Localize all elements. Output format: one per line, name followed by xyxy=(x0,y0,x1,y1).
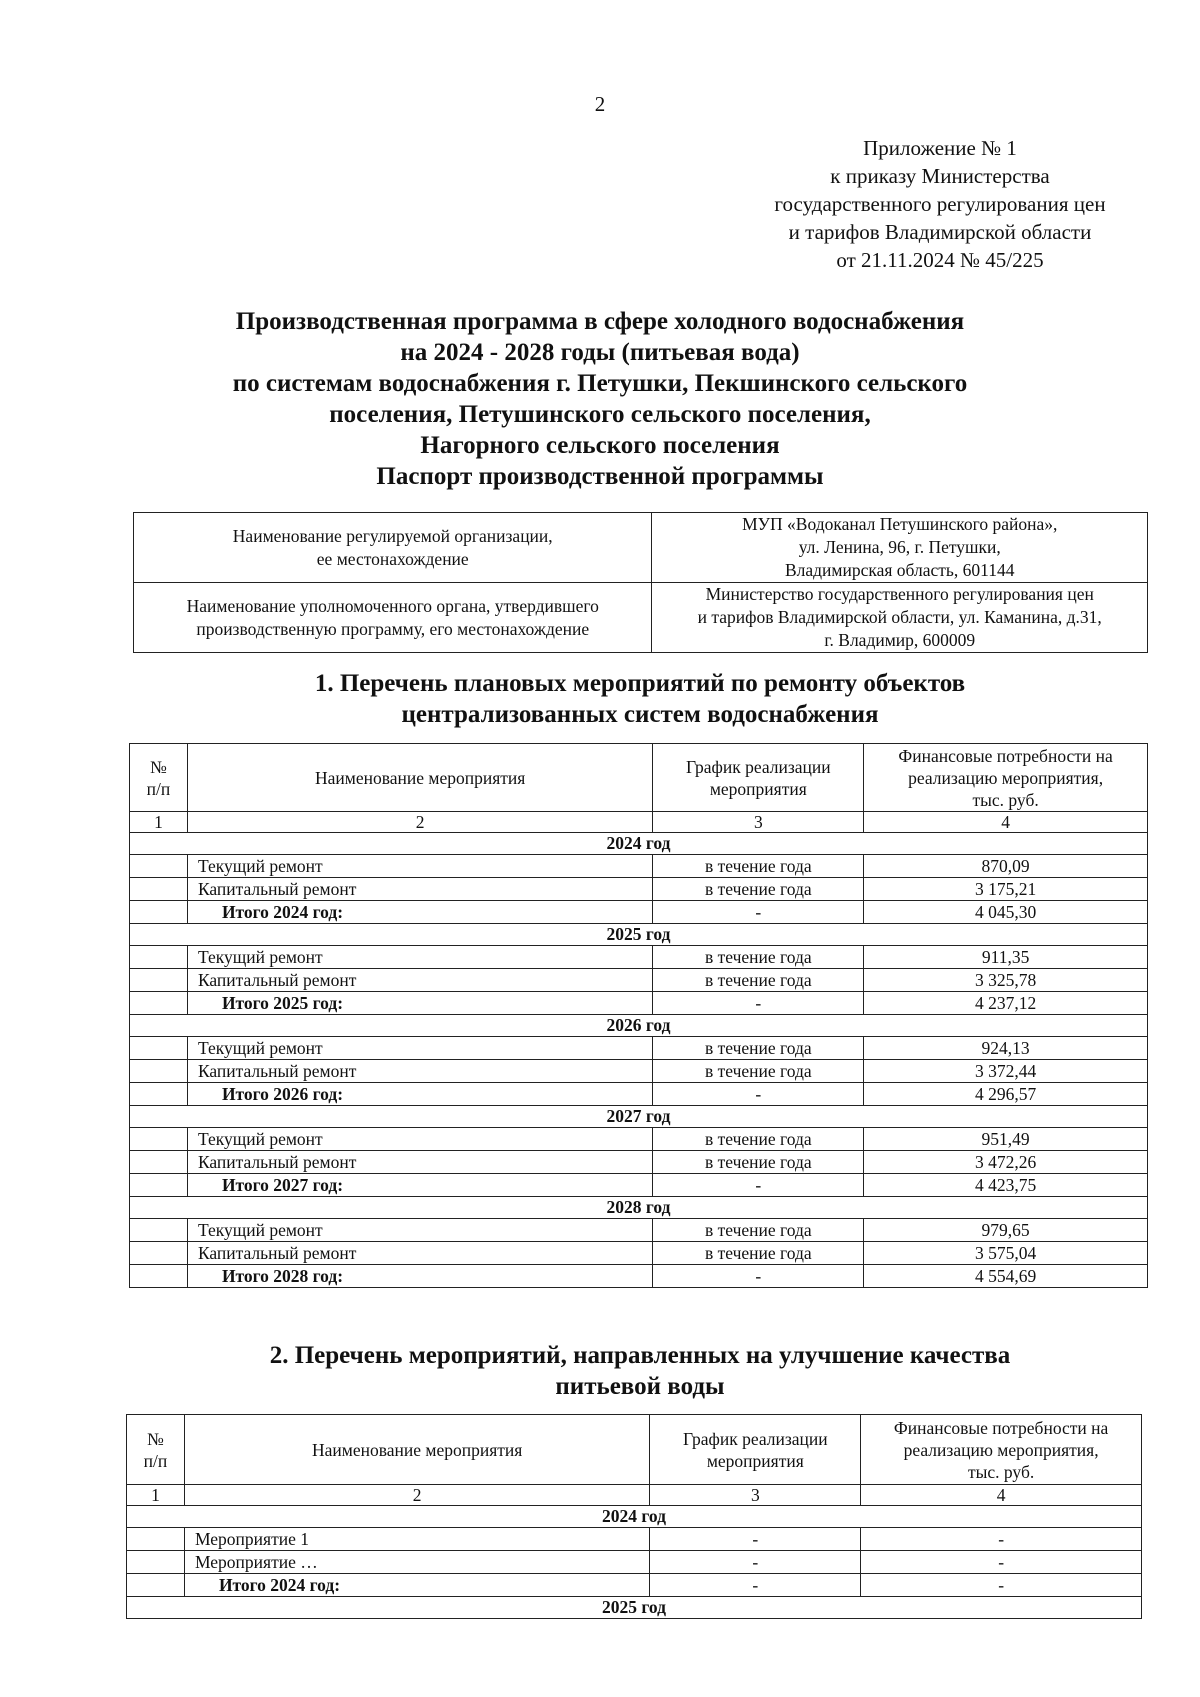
index-cell: 1 xyxy=(127,1485,185,1506)
row-num xyxy=(130,1037,188,1060)
total-row xyxy=(130,1265,1148,1288)
total-row xyxy=(127,1574,1142,1597)
year-row xyxy=(130,924,1148,946)
row-name: Итого 2025 год: xyxy=(187,992,652,1015)
total-row xyxy=(130,1174,1148,1197)
header-line: № xyxy=(147,1428,164,1449)
row-schedule: в течение года xyxy=(653,946,864,969)
index-cell: 2 xyxy=(184,1485,649,1506)
passport-value-line: г. Владимир, 600009 xyxy=(824,630,976,650)
year-label: 2025 год xyxy=(130,924,1148,946)
row-name: Итого 2027 год: xyxy=(187,1174,652,1197)
row-finance: 4 554,69 xyxy=(864,1265,1148,1288)
row-name: Итого 2024 год: xyxy=(187,901,652,924)
header-line: реализацию мероприятия, xyxy=(908,767,1104,788)
passport-label-line: Наименование уполномоченного органа, утвердившего xyxy=(186,595,599,616)
table-header-row xyxy=(130,744,1148,812)
section2-title xyxy=(150,1340,1130,1402)
row-num xyxy=(130,1083,188,1106)
passport-label xyxy=(134,583,652,653)
row-num xyxy=(130,1174,188,1197)
header-line: реализацию мероприятия, xyxy=(903,1439,1099,1460)
row-num xyxy=(130,992,188,1015)
approval-line: от 21.11.2024 № 45/225 xyxy=(836,248,1044,272)
header-line: График реализации xyxy=(686,756,831,777)
row-num xyxy=(130,1060,188,1083)
row-finance: 4 237,12 xyxy=(864,992,1148,1015)
row-name: Текущий ремонт xyxy=(187,1219,652,1242)
section-title-line: 1. Перечень плановых мероприятий по ремонту объектов xyxy=(314,670,966,697)
row-schedule: в течение года xyxy=(653,1037,864,1060)
section-title-line: 2. Перечень мероприятий, направленных на улучшение качества xyxy=(269,1342,1011,1369)
index-cell: 4 xyxy=(864,812,1148,833)
row-finance: 924,13 xyxy=(864,1037,1148,1060)
passport-value-line: ул. Ленина, 96, г. Петушки, xyxy=(798,537,1001,557)
row-num xyxy=(130,855,188,878)
year-row xyxy=(130,1106,1148,1128)
header-num xyxy=(127,1415,185,1485)
row-num xyxy=(130,901,188,924)
document-title xyxy=(150,306,1050,492)
row-name: Итого 2026 год: xyxy=(187,1083,652,1106)
row-name: Текущий ремонт xyxy=(187,855,652,878)
passport-value xyxy=(652,513,1148,583)
year-label: 2027 год xyxy=(130,1106,1148,1128)
index-cell: 4 xyxy=(861,1485,1142,1506)
header-num xyxy=(130,744,188,812)
row-finance: 870,09 xyxy=(864,855,1148,878)
table-row xyxy=(127,1528,1142,1551)
row-finance: 4 296,57 xyxy=(864,1083,1148,1106)
row-schedule: в течение года xyxy=(653,1128,864,1151)
approval-block xyxy=(740,134,1140,274)
approval-line: Приложение № 1 xyxy=(863,136,1017,160)
header-line: п/п xyxy=(143,1450,168,1471)
approval-line: к приказу Министерства xyxy=(830,164,1050,188)
header-schedule xyxy=(650,1415,861,1485)
year-label: 2028 год xyxy=(130,1197,1148,1219)
index-cell: 1 xyxy=(130,812,188,833)
header-finance xyxy=(861,1415,1142,1485)
table-row xyxy=(130,969,1148,992)
row-finance: 3 575,04 xyxy=(864,1242,1148,1265)
header-schedule xyxy=(653,744,864,812)
row-num xyxy=(130,946,188,969)
row-schedule: - xyxy=(653,1083,864,1106)
passport-value xyxy=(652,583,1148,653)
table-row xyxy=(130,1037,1148,1060)
row-schedule: - xyxy=(653,901,864,924)
year-row xyxy=(130,833,1148,855)
index-cell: 3 xyxy=(650,1485,861,1506)
total-row xyxy=(130,992,1148,1015)
table-row xyxy=(130,1151,1148,1174)
header-line: Финансовые потребности на xyxy=(898,745,1113,766)
row-finance: - xyxy=(861,1528,1142,1551)
row-schedule: в течение года xyxy=(653,1060,864,1083)
section2-table xyxy=(126,1414,1142,1619)
passport-table xyxy=(133,512,1148,653)
header-line: мероприятия xyxy=(706,1450,804,1471)
passport-row xyxy=(134,513,1148,583)
row-finance: 3 472,26 xyxy=(864,1151,1148,1174)
section-title-line: питьевой воды xyxy=(555,1373,725,1400)
row-finance: - xyxy=(861,1551,1142,1574)
index-cell: 2 xyxy=(187,812,652,833)
row-name: Итого 2024 год: xyxy=(184,1574,649,1597)
row-name: Капитальный ремонт xyxy=(187,969,652,992)
table-row xyxy=(130,1219,1148,1242)
passport-value-line: Владимирская область, 601144 xyxy=(784,560,1015,580)
passport-value-line: и тарифов Владимирской области, ул. Каманина, д.31, xyxy=(697,607,1102,627)
title-line: по системам водоснабжения г. Петушки, Пекшинского сельского xyxy=(232,370,968,397)
row-name: Капитальный ремонт xyxy=(187,878,652,901)
row-num xyxy=(127,1528,185,1551)
row-name: Текущий ремонт xyxy=(187,1037,652,1060)
row-finance: 979,65 xyxy=(864,1219,1148,1242)
row-name: Капитальный ремонт xyxy=(187,1060,652,1083)
row-name: Капитальный ремонт xyxy=(187,1151,652,1174)
table-row xyxy=(130,1060,1148,1083)
table-row xyxy=(130,946,1148,969)
row-num xyxy=(130,1219,188,1242)
row-schedule: - xyxy=(653,1174,864,1197)
row-schedule: в течение года xyxy=(653,1219,864,1242)
table-header-row xyxy=(127,1415,1142,1485)
title-line: Нагорного сельского поселения xyxy=(420,432,780,459)
passport-value-line: МУП «Водоканал Петушинского района», xyxy=(742,514,1058,534)
header-line: тыс. руб. xyxy=(967,1461,1035,1482)
table-row xyxy=(130,878,1148,901)
row-schedule: - xyxy=(650,1551,861,1574)
table-row xyxy=(127,1551,1142,1574)
index-row xyxy=(127,1485,1142,1506)
row-schedule: - xyxy=(650,1574,861,1597)
year-row xyxy=(127,1506,1142,1528)
index-cell: 3 xyxy=(653,812,864,833)
row-schedule: в течение года xyxy=(653,1242,864,1265)
passport-label-line: ее местонахождение xyxy=(316,548,469,569)
row-num xyxy=(130,1151,188,1174)
row-finance: 3 175,21 xyxy=(864,878,1148,901)
row-num xyxy=(127,1574,185,1597)
row-name: Мероприятие … xyxy=(184,1551,649,1574)
total-row xyxy=(130,901,1148,924)
page-number: 2 xyxy=(594,92,606,116)
row-finance: - xyxy=(861,1574,1142,1597)
row-finance: 4 423,75 xyxy=(864,1174,1148,1197)
row-finance: 951,49 xyxy=(864,1128,1148,1151)
row-name: Текущий ремонт xyxy=(187,1128,652,1151)
table-row xyxy=(130,855,1148,878)
header-name: Наименование мероприятия xyxy=(187,744,652,812)
row-finance: 3 325,78 xyxy=(864,969,1148,992)
approval-line: и тарифов Владимирской области xyxy=(788,220,1092,244)
passport-value-line: Министерство государственного регулирования цен xyxy=(705,584,1094,604)
row-schedule: - xyxy=(653,1265,864,1288)
table-row xyxy=(130,1128,1148,1151)
year-row xyxy=(130,1197,1148,1219)
passport-label xyxy=(134,513,652,583)
header-line: мероприятия xyxy=(709,778,807,799)
row-num xyxy=(127,1551,185,1574)
section1-table xyxy=(129,743,1148,1288)
row-schedule: в течение года xyxy=(653,1151,864,1174)
passport-label-line: Наименование регулируемой организации, xyxy=(232,525,553,546)
header-line: тыс. руб. xyxy=(972,789,1039,810)
row-schedule: - xyxy=(650,1528,861,1551)
year-label: 2024 год xyxy=(130,833,1148,855)
row-schedule: в течение года xyxy=(653,855,864,878)
header-line: № xyxy=(150,756,167,777)
title-line: на 2024 - 2028 годы (питьевая вода) xyxy=(400,339,800,366)
header-line: График реализации xyxy=(683,1428,828,1449)
row-num xyxy=(130,969,188,992)
year-row xyxy=(127,1597,1142,1619)
row-schedule: - xyxy=(653,992,864,1015)
title-line: Паспорт производственной программы xyxy=(376,463,824,490)
row-finance: 911,35 xyxy=(864,946,1148,969)
row-name: Текущий ремонт xyxy=(187,946,652,969)
row-schedule: в течение года xyxy=(653,969,864,992)
row-num xyxy=(130,878,188,901)
row-num xyxy=(130,1242,188,1265)
passport-label-line: производственную программу, его местонахождение xyxy=(196,618,590,639)
title-line: Производственная программа в сфере холодного водоснабжения xyxy=(235,308,965,335)
year-label: 2025 год xyxy=(127,1597,1142,1619)
row-finance: 4 045,30 xyxy=(864,901,1148,924)
header-name: Наименование мероприятия xyxy=(184,1415,649,1485)
passport-row xyxy=(134,583,1148,653)
year-label: 2024 год xyxy=(127,1506,1142,1528)
total-row xyxy=(130,1083,1148,1106)
title-line: поселения, Петушинского сельского поселения, xyxy=(329,401,871,428)
row-num xyxy=(130,1128,188,1151)
approval-line: государственного регулирования цен xyxy=(774,192,1106,216)
row-schedule: в течение года xyxy=(653,878,864,901)
section-title-line: централизованных систем водоснабжения xyxy=(401,701,879,728)
year-row xyxy=(130,1015,1148,1037)
row-name: Капитальный ремонт xyxy=(187,1242,652,1265)
row-finance: 3 372,44 xyxy=(864,1060,1148,1083)
year-label: 2026 год xyxy=(130,1015,1148,1037)
table-row xyxy=(130,1242,1148,1265)
header-finance xyxy=(864,744,1148,812)
row-num xyxy=(130,1265,188,1288)
header-line: Финансовые потребности на xyxy=(893,1417,1109,1438)
row-name: Мероприятие 1 xyxy=(184,1528,649,1551)
section1-title xyxy=(150,668,1130,730)
index-row xyxy=(130,812,1148,833)
header-line: п/п xyxy=(146,778,171,799)
row-name: Итого 2028 год: xyxy=(187,1265,652,1288)
